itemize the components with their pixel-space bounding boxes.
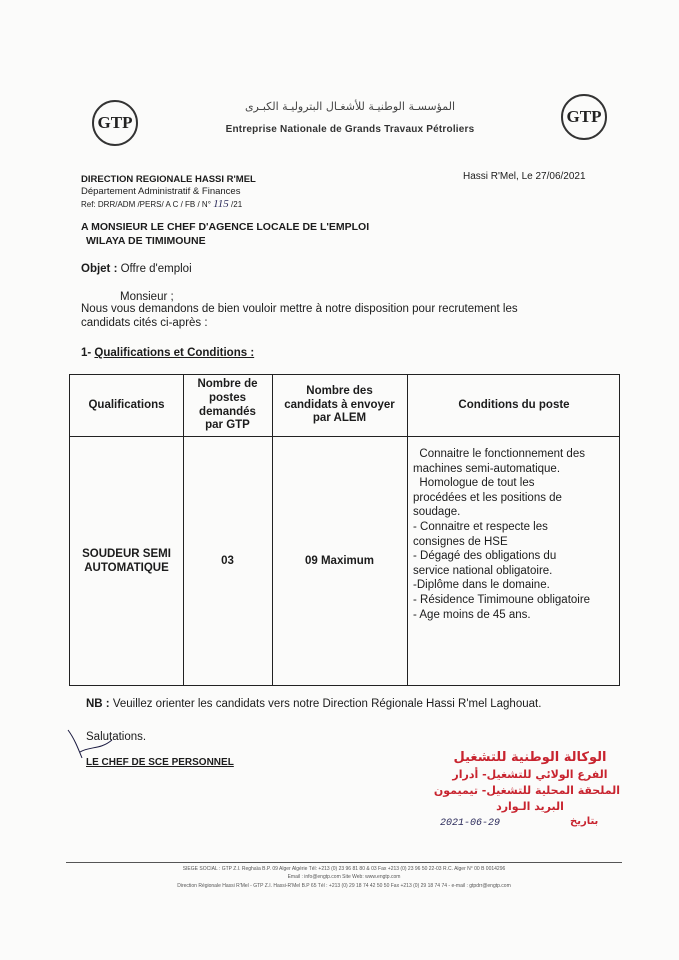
nb-line xyxy=(86,698,541,710)
stamp-line4: البريد الـوارد xyxy=(496,800,564,813)
header-postes xyxy=(183,375,272,436)
stamp-line1: الوكالة الوطنية للتشغيل xyxy=(453,750,607,765)
company-name-arabic: المؤسسـة الوطنيـة للأشغـال البتروليـة الكبـرى xyxy=(244,100,456,113)
cell-postes: 03 xyxy=(221,554,234,567)
recipient-line1: A MONSIEUR LE CHEF D'AGENCE LOCALE DE L'EMPLOI xyxy=(81,221,370,233)
condition-line: Homologue de tout les xyxy=(413,477,535,490)
cell-qualification xyxy=(70,436,183,687)
stamp-date: 2021-06-29 xyxy=(440,818,501,829)
condition-line: machines semi-automatique. xyxy=(413,462,561,475)
recipient-line2: WILAYA DE TIMIMOUNE xyxy=(86,235,206,247)
reference-year: /21 xyxy=(231,200,243,209)
company-name-french: Entreprise Nationale de Grands Travaux Pétroliers xyxy=(225,124,475,135)
cell-candidats: 09 Maximum xyxy=(304,554,375,567)
reference-label: Ref: DRR/ADM /PERS/ A C / FB / N° xyxy=(81,200,211,209)
nb-text: Veuillez orienter les candidats vers notre Direction Régionale Hassi R'mel Laghouat. xyxy=(109,698,542,710)
sender-reference xyxy=(81,198,242,210)
header-candidats-l1: Nombre des xyxy=(306,384,373,397)
stamp-line3: الملحقة المحلية للتشغيل- تيميمون xyxy=(433,784,620,797)
header-postes-l4: par GTP xyxy=(205,419,250,432)
footer-line1: SIEGE SOCIAL : GTP Z.I. Reghaïa B.P. 09 Alger Algérie Tél: +213 (0) 23 96 81 80 & 03 Fax +213 (0) 23 96 50 22-03 R.C. Alger N° 00 B 0014296 xyxy=(182,866,506,872)
condition-line: - Résidence Timimoune obligatoire xyxy=(413,593,591,606)
section-number: 1- xyxy=(81,347,95,359)
section-heading xyxy=(81,347,254,359)
qualifications-table xyxy=(69,374,620,686)
header-qualifications: Qualifications xyxy=(88,398,165,411)
condition-line: procédées et les positions de xyxy=(413,491,562,504)
sender-department: Département Administratif & Finances xyxy=(81,186,241,197)
gtp-logo-left: GTP xyxy=(92,100,138,146)
qualification-l2: AUTOMATIQUE xyxy=(84,561,169,574)
header-postes-l1: Nombre de xyxy=(197,377,258,390)
object-label: Objet : xyxy=(81,263,118,275)
header-postes-l3: demandés xyxy=(199,405,256,418)
reference-number: 115 xyxy=(213,198,229,210)
condition-line: Connaitre le fonctionnement des xyxy=(413,448,585,460)
condition-line: - Connaitre et respecte les xyxy=(413,520,548,533)
condition-line: soudage. xyxy=(413,506,461,519)
footer-line2: Email : info@engtp.com Site Web: www.engtp.com xyxy=(287,874,401,880)
stamp-line5: بتاريخ xyxy=(570,816,599,827)
section-title: Qualifications et Conditions : xyxy=(94,347,255,359)
cell-conditions xyxy=(413,447,623,622)
body-salutation: Monsieur ; xyxy=(120,291,174,303)
condition-line: consignes de HSE xyxy=(413,535,508,548)
nb-label: NB : xyxy=(86,698,110,710)
sender-direction: DIRECTION REGIONALE HASSI R'MEL xyxy=(81,174,256,185)
qualification-l1: SOUDEUR SEMI xyxy=(82,547,171,560)
condition-line: -Diplôme dans le domaine. xyxy=(413,579,550,592)
header-candidats-l3: par ALEM xyxy=(312,412,367,425)
body-line1: Nous vous demandons de bien vouloir mettre à notre disposition pour recrutement les xyxy=(81,303,518,315)
header-postes-l2: postes xyxy=(208,391,247,404)
closing: Salutations. xyxy=(86,731,147,743)
letter-date: Hassi R'Mel, Le 27/06/2021 xyxy=(463,171,586,182)
footer-line3: Direction Régionale Hassi R'Mel - GTP Z.I. Hassi-R'Mel B.P 65 Tél : +213 (0) 29 18 74 42 50 50 Fax +213 (0) 29 18 74 74 - e-mail : gtpdrr@engtp.com xyxy=(177,883,511,889)
header-candidats xyxy=(272,375,407,436)
object-value: Offre d'emploi xyxy=(117,263,192,275)
condition-line: - Dégagé des obligations du xyxy=(413,550,557,563)
stamp-line2: الفرع الولائي للتشغيل- أدرار xyxy=(452,768,608,781)
object-line xyxy=(81,263,192,275)
condition-line: - Age moins de 45 ans. xyxy=(413,608,531,621)
header-conditions: Conditions du poste xyxy=(458,398,570,411)
header-candidats-l2: candidats à envoyer xyxy=(284,398,395,411)
condition-line: service national obligatoire. xyxy=(413,564,553,577)
body-line2: candidats cités ci-après : xyxy=(81,317,208,329)
gtp-logo-right: GTP xyxy=(561,94,607,140)
signatory: LE CHEF DE SCE PERSONNEL xyxy=(86,757,234,768)
